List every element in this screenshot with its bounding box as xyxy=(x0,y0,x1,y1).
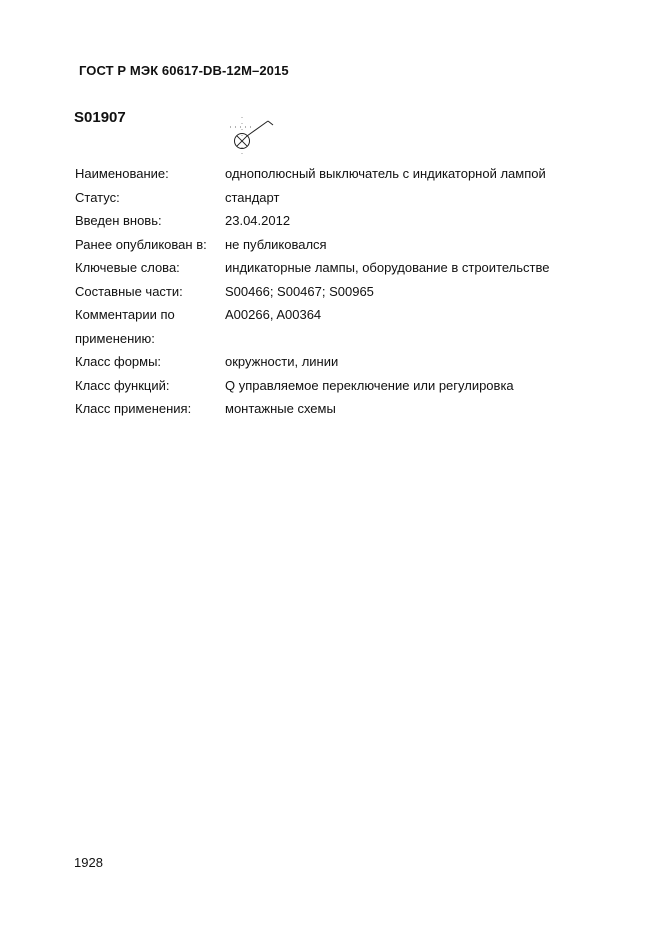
property-value-application-class: монтажные схемы xyxy=(225,401,336,416)
property-row xyxy=(75,162,635,186)
page-number: 1928 xyxy=(74,855,103,870)
property-value-application-notes: A00266, A00364 xyxy=(225,307,322,322)
property-list xyxy=(75,162,635,421)
single-pole-switch-with-indicator-lamp-icon xyxy=(228,114,284,160)
switch-lever-tip xyxy=(268,121,273,125)
property-label-application-class: Класс применения: xyxy=(75,401,192,416)
property-value-status: стандарт xyxy=(225,189,280,205)
property-label-introduced: Введен вновь: xyxy=(75,213,162,228)
property-label-application-notes: Комментарии по применению: xyxy=(75,307,175,346)
symbol-code: S01907 xyxy=(74,109,126,126)
property-value-components: S00466; S00467; S00965 xyxy=(225,283,374,299)
property-row xyxy=(75,303,635,350)
property-label-name: Наименование: xyxy=(75,166,169,181)
property-label-function-class: Класс функций: xyxy=(75,377,170,393)
property-row xyxy=(75,256,635,280)
property-value-shape-class: окружности, линии xyxy=(225,354,339,369)
property-value-name: однополюсный выключатель с индикаторной лампой xyxy=(225,166,546,181)
property-label-shape-class: Класс формы: xyxy=(75,354,162,369)
property-label-keywords: Ключевые слова: xyxy=(75,260,180,275)
property-value-previously-published: не публиковался xyxy=(225,236,327,252)
property-row xyxy=(75,233,635,257)
property-row xyxy=(75,397,635,421)
property-row xyxy=(75,186,635,210)
property-row xyxy=(75,209,635,233)
property-row xyxy=(75,280,635,304)
switch-lever xyxy=(247,121,268,136)
property-row xyxy=(75,350,635,374)
property-label-previously-published: Ранее опубликован в: xyxy=(75,236,207,252)
property-label-status: Статус: xyxy=(75,189,120,205)
property-label-components: Составные части: xyxy=(75,283,183,299)
property-row xyxy=(75,374,635,398)
property-value-keywords: индикаторные лампы, оборудование в строительстве xyxy=(225,260,550,275)
page-header-standard: ГОСТ Р МЭК 60617-DB-12M–2015 xyxy=(79,63,289,78)
property-value-introduced: 23.04.2012 xyxy=(225,213,291,228)
property-value-function-class: Q управляемое переключение или регулировка xyxy=(225,377,514,393)
